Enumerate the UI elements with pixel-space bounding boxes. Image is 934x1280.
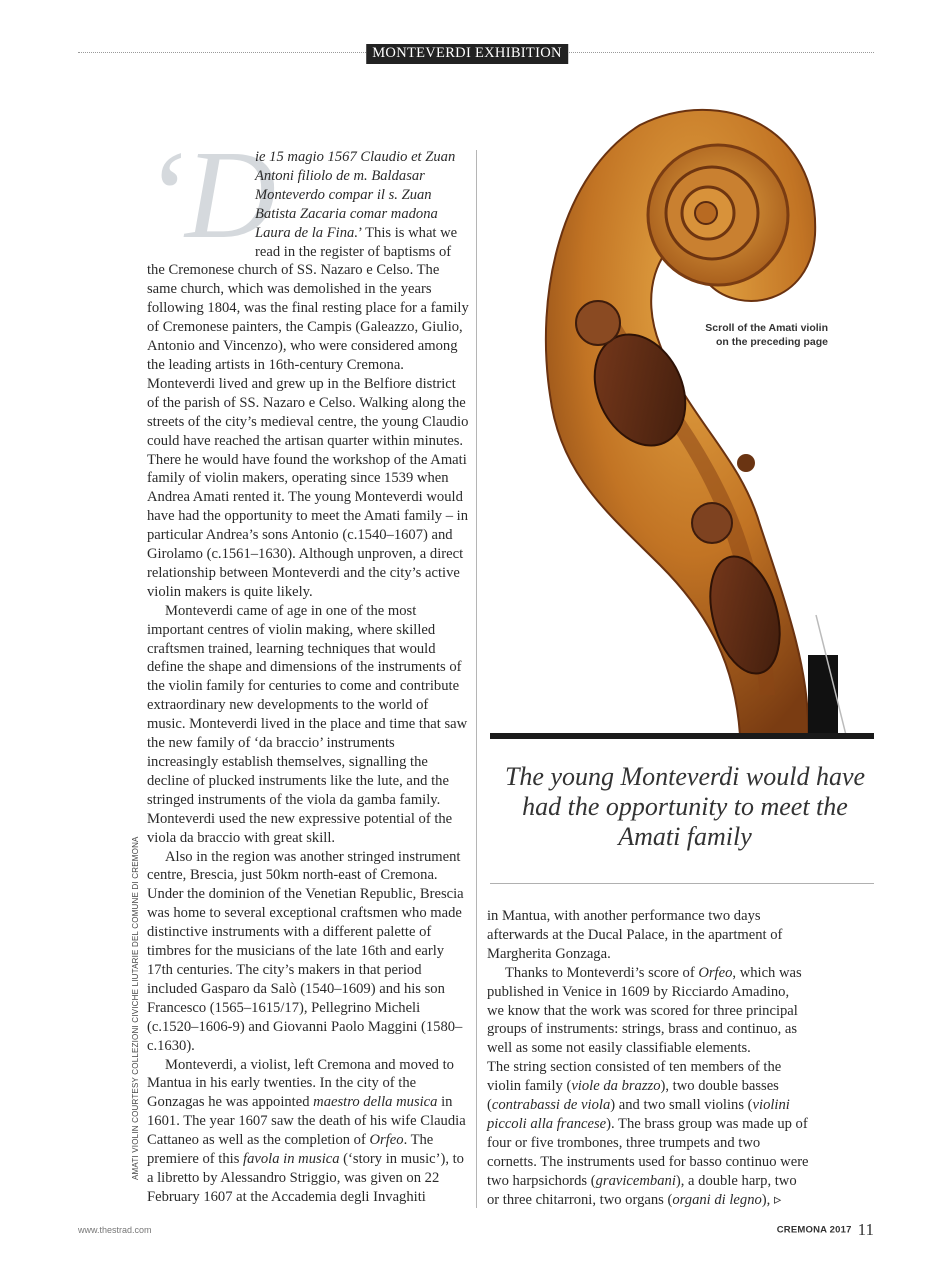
paragraph-3: Also in the region was another stringed instrument centre, Brescia, just 50km north-east of Cremona. Under the dominion of the Venetian Republic, Brescia was home to several exceptional craftsmen who made distinctive instruments with a different palette of timbres for the musicians of the late 16th and early 17th centuries. The city’s makers in that period included Gasparo da Salò (1540–1609) and his son Francesco (1565–1615/17), Pellegrino Micheli (c.1520–1606-9) and Giovanni Paolo Maggini (1580–c.1630).: [147, 848, 464, 1054]
photo-credit: AMATI VIOLIN COURTESY COLLEZIONI CIVICHE LIUTARIE DEL COMUNE DI CREMONA: [131, 836, 140, 1180]
paragraph-5: in Mantua, with another performance two days afterwards at the Ducal Palace, in the apartment of Margherita Gonzaga.: [487, 908, 783, 962]
article-column-left: [143, 126, 469, 1207]
fingerboard-end: [808, 655, 838, 735]
violin-scroll-photo: [490, 95, 874, 735]
page-number: 11: [857, 1220, 874, 1239]
upper-peg-collar: [576, 301, 620, 345]
section-tag: MONTEVERDI EXHIBITION: [366, 44, 568, 64]
wood-knot: [737, 454, 755, 472]
drop-cap: ‘D: [143, 126, 276, 265]
pull-quote-rule: [490, 883, 874, 884]
paragraph-7: The string section consisted of ten members of the violin family (viole da brazzo), two double basses (contrabassi de viola) and two small violins (violini piccoli alla francese). The brass group was made up of four or five trombones, three trumpets and two cornetts. The instruments used for basso continuo were two harpsichords (gravicembani), a double harp, two or three chitarroni, two organs (organi di legno), ▹: [487, 1059, 809, 1208]
photo-base-bar: [490, 733, 874, 739]
paragraph-1-text: ’ This is what we read in the register of baptisms of the Cremonese church of SS. Nazaro e Celso. The same church, which was demolished in the years following 1804, was the final resting place for a family of Cremonese painters, the Campis (Galeazzo, Giulio, Antonio and Vincenzo), who were considered among the leading artists in 16th-century Cremona. Monteverdi lived and grew up in the Belfiore district of the parish of SS. Nazaro e Celso. Walking along the streets of the city’s medieval centre, the young Claudio could have reached the artisan quarter within minutes. There he would have found the workshop of the Amati family of violin makers, operating since 1539 when Andrea Amati rented it. The young Monteverdi would have had the opportunity to meet the Amati family – in particular Andrea’s sons Antonio (c.1540–1607) and Girolamo (c.1561–1630). Although unproven, a direct relationship between Monteverdi and the city’s active violin makers is quite likely.: [147, 224, 469, 600]
lower-peg-collar: [692, 503, 732, 543]
baptism-register-quote: ie 15 magio 1567 Claudio et Zuan Antoni filiolo de m. Baldasar Monteverdo compar il s. Zuan Batista Zacaria comar madona Laura de la Fina.: [255, 149, 456, 241]
pull-quote: The young Monteverdi would have had the opportunity to meet the Amati family: [504, 762, 866, 851]
scroll-eye: [695, 202, 717, 224]
paragraph-1: [143, 126, 469, 602]
paragraph-2: Monteverdi came of age in one of the most important centres of violin making, where skilled craftsmen trained, learning techniques that would define the shape and dimensions of the instruments of the violin family for centuries to come and contribute extraordinary new developments to the world of music. Monteverdi lived in the place and time that saw the new family of ‘da braccio’ instruments increasingly establish themselves, signalling the decline of plucked instruments like the lute, and the stringed instruments of the viola da gamba family. Monteverdi used the new expressive potential of the viola da braccio with great skill.: [147, 602, 468, 846]
footer-url[interactable]: www.thestrad.com: [78, 1225, 152, 1235]
column-divider: [476, 150, 477, 1208]
paragraph-4: Monteverdi, a violist, left Cremona and moved to Mantua in his early twenties. In the city of the Gonzagas he was appointed maestro della musica in 1601. The year 1607 saw the death of his wife Claudia Cattaneo as well as the completion of Orfeo. The premiere of this favola in musica (‘story in music’), to a libretto by Alessandro Striggio, was given on 22 February 1607 at the Accademia degli Invaghiti: [147, 1056, 466, 1205]
article-column-right: [487, 907, 809, 1210]
paragraph-6: Thanks to Monteverdi’s score of Orfeo, which was published in Venice in 1609 by Ricciardo Amadino, we know that the work was scored for three principal groups of instruments: strings, brass and continuo, as well as some not easily classifiable elements.: [487, 964, 802, 1057]
violin-scroll-illustration: [490, 95, 874, 735]
photo-caption: Scroll of the Amati violin on the preceding page: [705, 322, 828, 348]
footer-folio: [777, 1220, 874, 1240]
footer-issue: CREMONA 2017: [776, 1224, 852, 1236]
